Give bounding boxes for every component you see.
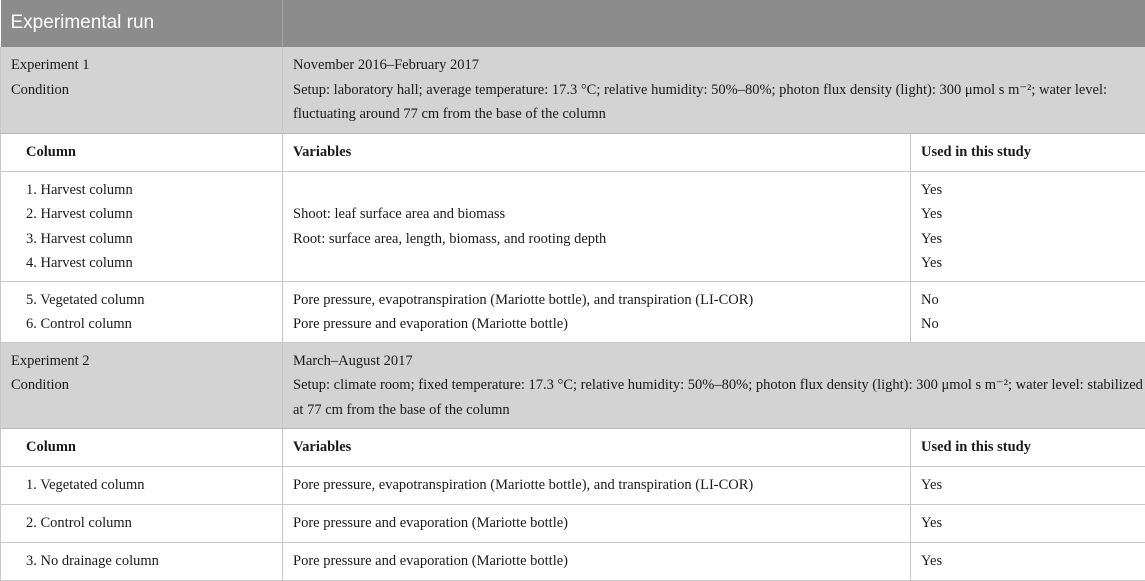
- table-cell-variables: Root: surface area, length, biomass, and rooting depth: [293, 227, 910, 252]
- table-cell-variables: Pore pressure and evaporation (Mariotte bottle): [293, 312, 910, 337]
- table-title-filler: [283, 0, 1145, 47]
- table-cell-column: 5. Vegetated column: [26, 288, 282, 313]
- table-cell-used: Yes: [921, 227, 1145, 252]
- table-cell-variables: Pore pressure, evapotranspiration (Mariotte bottle), and transpiration (LI-COR): [283, 467, 911, 505]
- monitor-used-cell: [911, 281, 1145, 342]
- table-row: [1, 467, 1145, 505]
- table-cell-column: 2. Harvest column: [26, 202, 282, 227]
- experiment-1-header-row: [1, 133, 1145, 171]
- harvest-columns-cell: [1, 171, 283, 281]
- table-cell-variables: Shoot: leaf surface area and biomass: [293, 202, 910, 227]
- table-row: [1, 505, 1145, 543]
- table-cell-variables: Pore pressure, evapotranspiration (Mariotte bottle), and transpiration (LI-COR): [293, 288, 910, 313]
- spacer: [293, 178, 910, 203]
- table-cell-column: 6. Control column: [26, 312, 282, 337]
- experiment-1-label-cell: [1, 47, 283, 133]
- used-header: Used in this study: [911, 133, 1145, 171]
- table-cell-column: 4. Harvest column: [26, 251, 282, 276]
- experiment-2-condition-label: Condition: [11, 373, 282, 398]
- harvest-variables-cell: [283, 171, 911, 281]
- table-title: Experimental run: [1, 0, 283, 47]
- experiment-1-details-cell: [283, 47, 1145, 133]
- experiment-2-header-row: [1, 429, 1145, 467]
- experiment-2-label-cell: [1, 342, 283, 429]
- table-cell-column: 3. Harvest column: [26, 227, 282, 252]
- table-title-row: [1, 0, 1145, 47]
- experiment-2-setup: Setup: climate room; fixed temperature: 17.3 °C; relative humidity: 50%–80%; photon flux density (light): 300 μmol s m⁻²; water level: stabilized at 77 cm from the base of the column: [293, 373, 1145, 422]
- table-cell-column: 1. Vegetated column: [1, 467, 283, 505]
- table-cell-used: Yes: [921, 178, 1145, 203]
- harvest-group-row: [1, 171, 1145, 281]
- column-header: Column: [1, 429, 283, 467]
- table-cell-variables: Pore pressure and evaporation (Mariotte bottle): [283, 505, 911, 543]
- experiment-1-label: Experiment 1: [11, 53, 282, 78]
- experiment-2-row: [1, 342, 1145, 429]
- table-cell-column: 3. No drainage column: [1, 543, 283, 581]
- used-header: Used in this study: [911, 429, 1145, 467]
- table-cell-used: Yes: [911, 543, 1145, 581]
- table-cell-used: Yes: [911, 467, 1145, 505]
- experiment-2-details-cell: [283, 342, 1145, 429]
- variables-header: Variables: [283, 133, 911, 171]
- table-cell-used: No: [921, 288, 1145, 313]
- experiment-2-label: Experiment 2: [11, 349, 282, 374]
- experiment-1-setup: Setup: laboratory hall; average temperature: 17.3 °C; relative humidity: 50%–80%; photon flux density (light): 300 μmol s m⁻²; water level: fluctuating around 77 cm from the base of the column: [293, 78, 1145, 127]
- table-cell-column: 1. Harvest column: [26, 178, 282, 203]
- table-cell-used: Yes: [911, 505, 1145, 543]
- table-cell-variables: Pore pressure and evaporation (Mariotte bottle): [283, 543, 911, 581]
- experiment-1-row: [1, 47, 1145, 133]
- monitor-columns-cell: [1, 281, 283, 342]
- monitor-variables-cell: [283, 281, 911, 342]
- experiment-1-period: November 2016–February 2017: [293, 53, 1145, 78]
- variables-header: Variables: [283, 429, 911, 467]
- experiment-2-period: March–August 2017: [293, 349, 1145, 374]
- monitor-group-row: [1, 281, 1145, 342]
- harvest-used-cell: [911, 171, 1145, 281]
- table-cell-used: Yes: [921, 251, 1145, 276]
- table-cell-used: Yes: [921, 202, 1145, 227]
- column-header: Column: [1, 133, 283, 171]
- experiment-1-condition-label: Condition: [11, 78, 282, 103]
- table-cell-column: 2. Control column: [1, 505, 283, 543]
- table-cell-used: No: [921, 312, 1145, 337]
